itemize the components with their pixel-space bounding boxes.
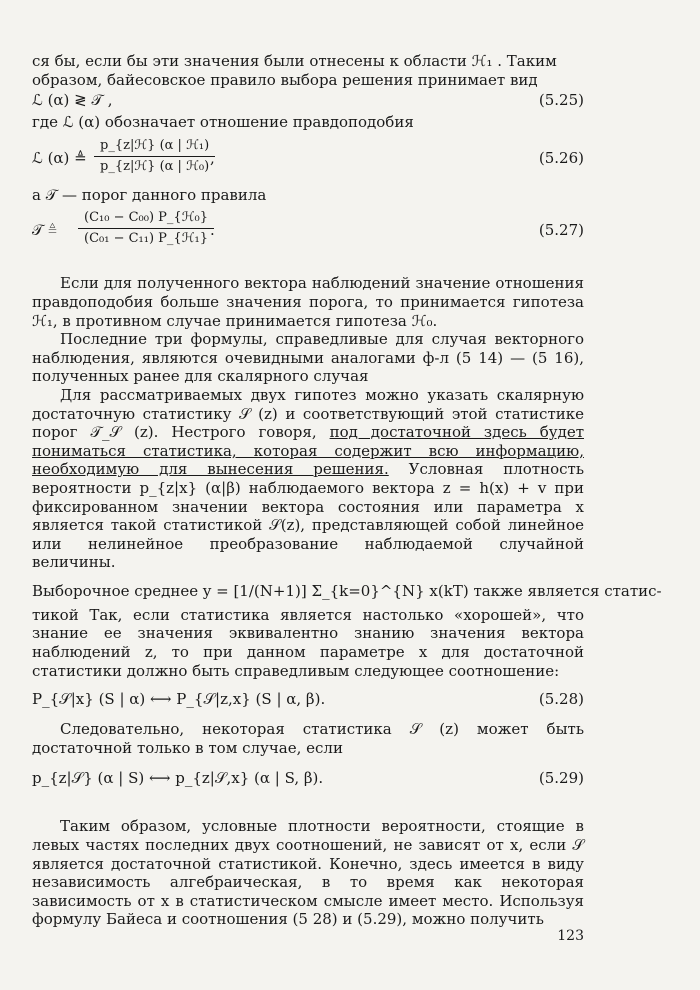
- paragraph: Таким образом, условные плотности вероятности, стоящие в левых частях последних двух соотношений, не зависят от x, если 𝒮 является достаточной статистикой. Конечно, здесь имеется в виду независимость алгебраическая, в то время как некоторая зависимость от x в статистическом смысле имеет место. Используя формулу Байеса и соотношения (5 28) и (5.29), можно получить: [32, 817, 584, 929]
- sample-mean-line: [32, 572, 662, 606]
- paragraph-text: Условная плотность вероятности p_{z|x} (α|β) наблюдаемого вектора z = h(x) + v при фиксированном значении вектора состояния или параметра x является такой статистикой 𝒮(z), представляющей собой линейное или нелинейное преобразование наблюдаемой случайной величины.: [32, 460, 585, 572]
- fraction: [78, 208, 214, 249]
- equation-lhs: ℒ (α) ≜: [32, 148, 87, 167]
- page-number: 123: [557, 928, 584, 944]
- equation-5-29: [32, 769, 584, 789]
- equation-body: ℒ (α) ≷ 𝒯 ,: [32, 91, 113, 110]
- sample-mean-text: Выборочное среднее y = [1/(N+1)] Σ_{k=0}^{N} x(kT) также является статис-: [32, 581, 662, 600]
- underlined-definition: под достаточной здесь будет пониматься статистика, которая содержит всю информацию, необходимую для вынесения решения.: [32, 423, 584, 479]
- text-line: где ℒ (α) обозначает отношение правдоподобия: [32, 113, 414, 132]
- equation-5-25: [32, 91, 584, 111]
- equation-5-28: [32, 690, 584, 710]
- equation-tail: .: [210, 221, 215, 240]
- page-body: [32, 52, 662, 929]
- text-line: образом, байесовское правило выбора решения принимает вид: [32, 70, 538, 89]
- numerator: p_{z|ℋ} (α | ℋ₁): [94, 136, 215, 157]
- paragraph: Последние три формулы, справедливые для случая векторного наблюдения, являются очевидными аналогами ф-л (5 14) — (5 16), полученных ранее для скалярного случая: [32, 330, 584, 386]
- paragraph: Следовательно, некоторая статистика 𝒮 (z) может быть достаточной только в том случае, если: [32, 720, 584, 757]
- equation-body: p_{z|𝒮} (α | S) ⟷ p_{z|𝒮,x} (α | S, β).: [32, 769, 324, 788]
- equation-body: P_{𝒮|x} (S | α) ⟷ P_{𝒮|z,x} (S | α, β).: [32, 690, 326, 709]
- text-line: а 𝒯 — порог данного правила: [32, 185, 267, 204]
- fraction: [94, 136, 215, 177]
- equation-number: (5.26): [538, 148, 584, 167]
- paragraph-text: Для рассматриваемых двух гипотез можно указать скалярную достаточную статистику 𝒮 (z) и соответствующий этой статистике порог 𝒯_𝒮 (z). Нестрого говоря,: [32, 385, 584, 442]
- numerator: (C₁₀ − C₀₀) P_{ℋ₀}: [78, 208, 214, 229]
- equation-5-27: [32, 208, 584, 254]
- equation-5-26: [32, 136, 584, 182]
- paragraph: [32, 386, 584, 572]
- denominator: (C₀₁ − C₁₁) P_{ℋ₁}: [84, 231, 209, 247]
- equation-number: (5.28): [538, 690, 584, 709]
- denominator: p_{z|ℋ} (α | ℋ₀): [100, 158, 210, 174]
- paragraph: тикой Так, если статистика является настолько «хорошей», что знание ее значения эквивалентно знанию значения вектора наблюдений z, то при данном параметре x для достаточной статистики должно быть справедливым следующее соотношение:: [32, 605, 584, 680]
- equation-number: (5.25): [538, 91, 584, 110]
- equation-number: (5.27): [538, 221, 584, 240]
- text-line: ся бы, если бы эти значения были отнесены к области ℋ₁ . Таким: [32, 52, 557, 70]
- equation-lhs: 𝒯 ≜: [32, 221, 57, 240]
- equation-number: (5.29): [538, 769, 584, 788]
- equation-tail: ,: [210, 148, 215, 167]
- paragraph: Если для полученного вектора наблюдений значение отношения правдоподобия больше значения порога, то принимается гипотеза ℋ₁, в противном случае принимается гипотеза ℋ₀.: [32, 274, 584, 330]
